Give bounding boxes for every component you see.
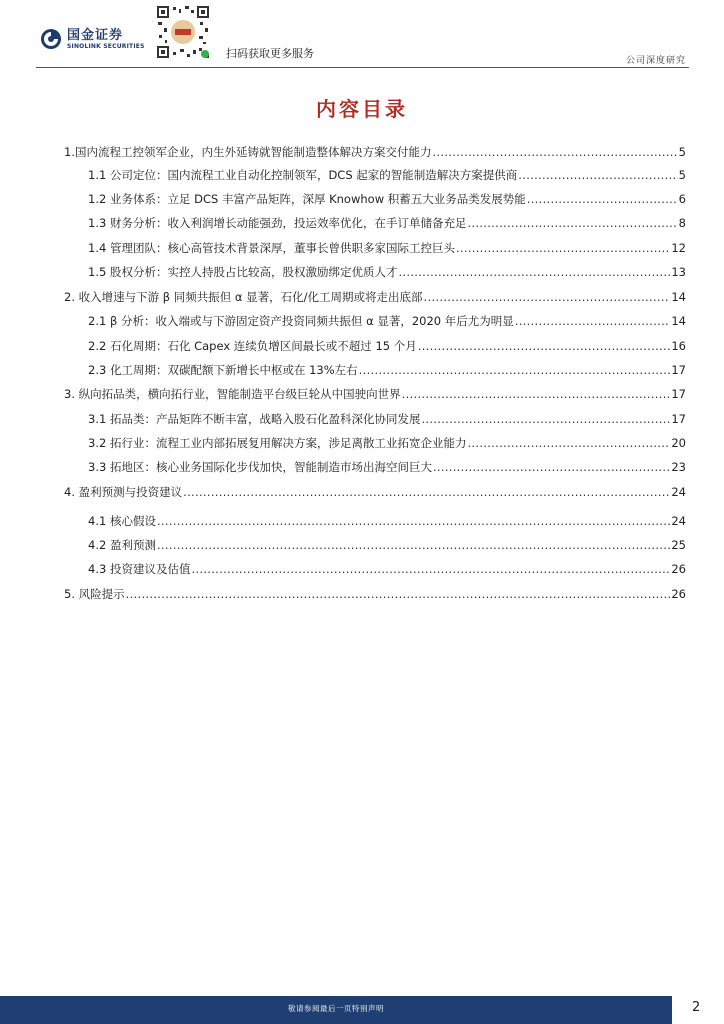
toc-leader [467, 436, 670, 450]
toc-entry-label: 3.2 拓行业：流程工业内部拓展复用解决方案，涉足离散工业拓宽企业能力 [88, 436, 467, 450]
toc-entry[interactable] [64, 386, 686, 402]
logo-name-en: SINOLINK SECURITIES [67, 42, 145, 50]
toc-entry-page: 17 [671, 363, 686, 377]
toc-entry-page: 8 [678, 216, 686, 230]
footer-disclaimer: 敬请参阅最后一页特别声明 [288, 1004, 384, 1013]
toc-entry-label: 4.2 盈利预测 [88, 538, 156, 552]
toc-entry[interactable] [88, 191, 686, 207]
toc-title: 内容目录 [316, 97, 408, 121]
toc-entry-page: 5 [678, 145, 686, 159]
toc-entry[interactable] [88, 459, 686, 475]
toc-entry[interactable] [88, 264, 686, 280]
toc-entry-label: 5. 风险提示 [64, 587, 125, 601]
toc-entry-page: 16 [671, 339, 686, 353]
toc-entry[interactable] [64, 484, 686, 500]
toc-leader [518, 168, 677, 182]
toc-entry-page: 24 [671, 485, 686, 499]
page-number: 2 [692, 1000, 701, 1015]
toc-entry-page: 14 [671, 314, 686, 328]
toc-leader [157, 538, 670, 552]
page-header [0, 0, 724, 70]
toc-entry-label: 1.4 管理团队：核心高管技术背景深厚，董事长曾供职多家国际工控巨头 [88, 241, 455, 255]
toc-entry[interactable] [88, 362, 686, 378]
toc-leader [191, 562, 670, 576]
scan-for-services-text: 扫码获取更多服务 [226, 47, 314, 60]
toc-entry-page: 25 [671, 538, 686, 552]
toc-entry-label: 2.2 石化周期：石化 Capex 连续负增区间最长或不超过 15 个月 [88, 339, 417, 353]
toc-leader [157, 514, 670, 528]
toc-entry-page: 26 [671, 587, 686, 601]
toc-leader [126, 587, 671, 601]
toc-leader [433, 460, 670, 474]
toc-leader [421, 412, 670, 426]
sinolink-logo-icon [40, 28, 62, 50]
toc-entry[interactable] [88, 313, 686, 329]
toc-entry[interactable] [88, 215, 686, 231]
toc-entry-page: 24 [671, 514, 686, 528]
toc-entry[interactable] [64, 586, 686, 602]
toc-entry-label: 2.1 β 分析：收入端或与下游固定资产投资同频共振但 α 显著，2020 年后尤为明显 [88, 314, 514, 328]
toc-entry-label: 1.1 公司定位：国内流程工业自动化控制领军，DCS 起家的智能制造解决方案提供商 [88, 168, 518, 182]
toc-entry[interactable] [64, 289, 686, 305]
qr-code-icon[interactable] [155, 4, 211, 60]
report-type-label: 公司深度研究 [625, 56, 686, 66]
header-divider [36, 67, 689, 68]
toc-entry-label: 4.3 投资建议及估值 [88, 562, 191, 576]
toc-entry-label: 2. 收入增速与下游 β 同频共振但 α 显著，石化/化工周期或将走出底部 [64, 290, 423, 304]
toc-leader [183, 485, 670, 499]
toc-entry[interactable] [88, 411, 686, 427]
toc-leader [359, 363, 671, 377]
toc-entry[interactable] [88, 537, 686, 553]
sinolink-logo [40, 28, 145, 50]
toc-entry-label: 3.1 拓品类：产品矩阵不断丰富，战略入股石化盈科深化协同发展 [88, 412, 421, 426]
toc-leader [467, 216, 677, 230]
toc-entry-label: 3. 纵向拓品类，横向拓行业，智能制造平台级巨轮从中国驶向世界 [64, 387, 401, 401]
toc-entry-label: 1.3 财务分析：收入利润增长动能强劲，投运效率优化，在手订单储备充足 [88, 216, 467, 230]
toc-entry-page: 14 [671, 290, 686, 304]
toc-entry-page: 23 [671, 460, 686, 474]
toc-entry-label: 2.3 化工周期：双碳配额下新增长中枢或在 13%左右 [88, 363, 358, 377]
toc-entry-label: 4. 盈利预测与投资建议 [64, 485, 183, 499]
toc-entry[interactable] [64, 144, 686, 160]
toc-entry-page: 12 [671, 241, 686, 255]
toc-leader [402, 387, 671, 401]
toc-leader [527, 192, 678, 206]
toc-entry[interactable] [88, 167, 686, 183]
toc-entry-label: 3.3 拓地区：核心业务国际化步伐加快，智能制造市场出海空间巨大 [88, 460, 432, 474]
toc-leader [432, 145, 677, 159]
toc-entry-label: 1.5 股权分析：实控人持股占比较高，股权激励绑定优质人才 [88, 265, 398, 279]
toc-entry-page: 13 [671, 265, 686, 279]
toc-entry[interactable] [88, 513, 686, 529]
toc-entry[interactable] [88, 561, 686, 577]
toc-leader [456, 241, 670, 255]
logo-name-cn: 国金证券 [67, 27, 124, 43]
toc-entry-label: 1.国内流程工控领军企业，内生外延铸就智能制造整体解决方案交付能力 [64, 145, 432, 159]
toc-entry-page: 20 [671, 436, 686, 450]
toc-entry-page: 5 [678, 168, 686, 182]
toc-entry[interactable] [88, 240, 686, 256]
toc-leader [418, 339, 671, 353]
toc-leader [424, 290, 671, 304]
toc-entry[interactable] [88, 435, 686, 451]
toc-entry-page: 26 [671, 562, 686, 576]
toc-entry[interactable] [88, 338, 686, 354]
toc-entry-page: 17 [671, 387, 686, 401]
toc-leader [515, 314, 671, 328]
toc-entry-label: 1.2 业务体系：立足 DCS 丰富产品矩阵，深厚 Knowhow 积蓄五大业务品类发展势能 [88, 192, 526, 206]
toc-entry-page: 17 [671, 412, 686, 426]
toc-entry-label: 4.1 核心假设 [88, 514, 156, 528]
toc-leader [398, 265, 670, 279]
toc-entry-page: 6 [678, 192, 686, 206]
